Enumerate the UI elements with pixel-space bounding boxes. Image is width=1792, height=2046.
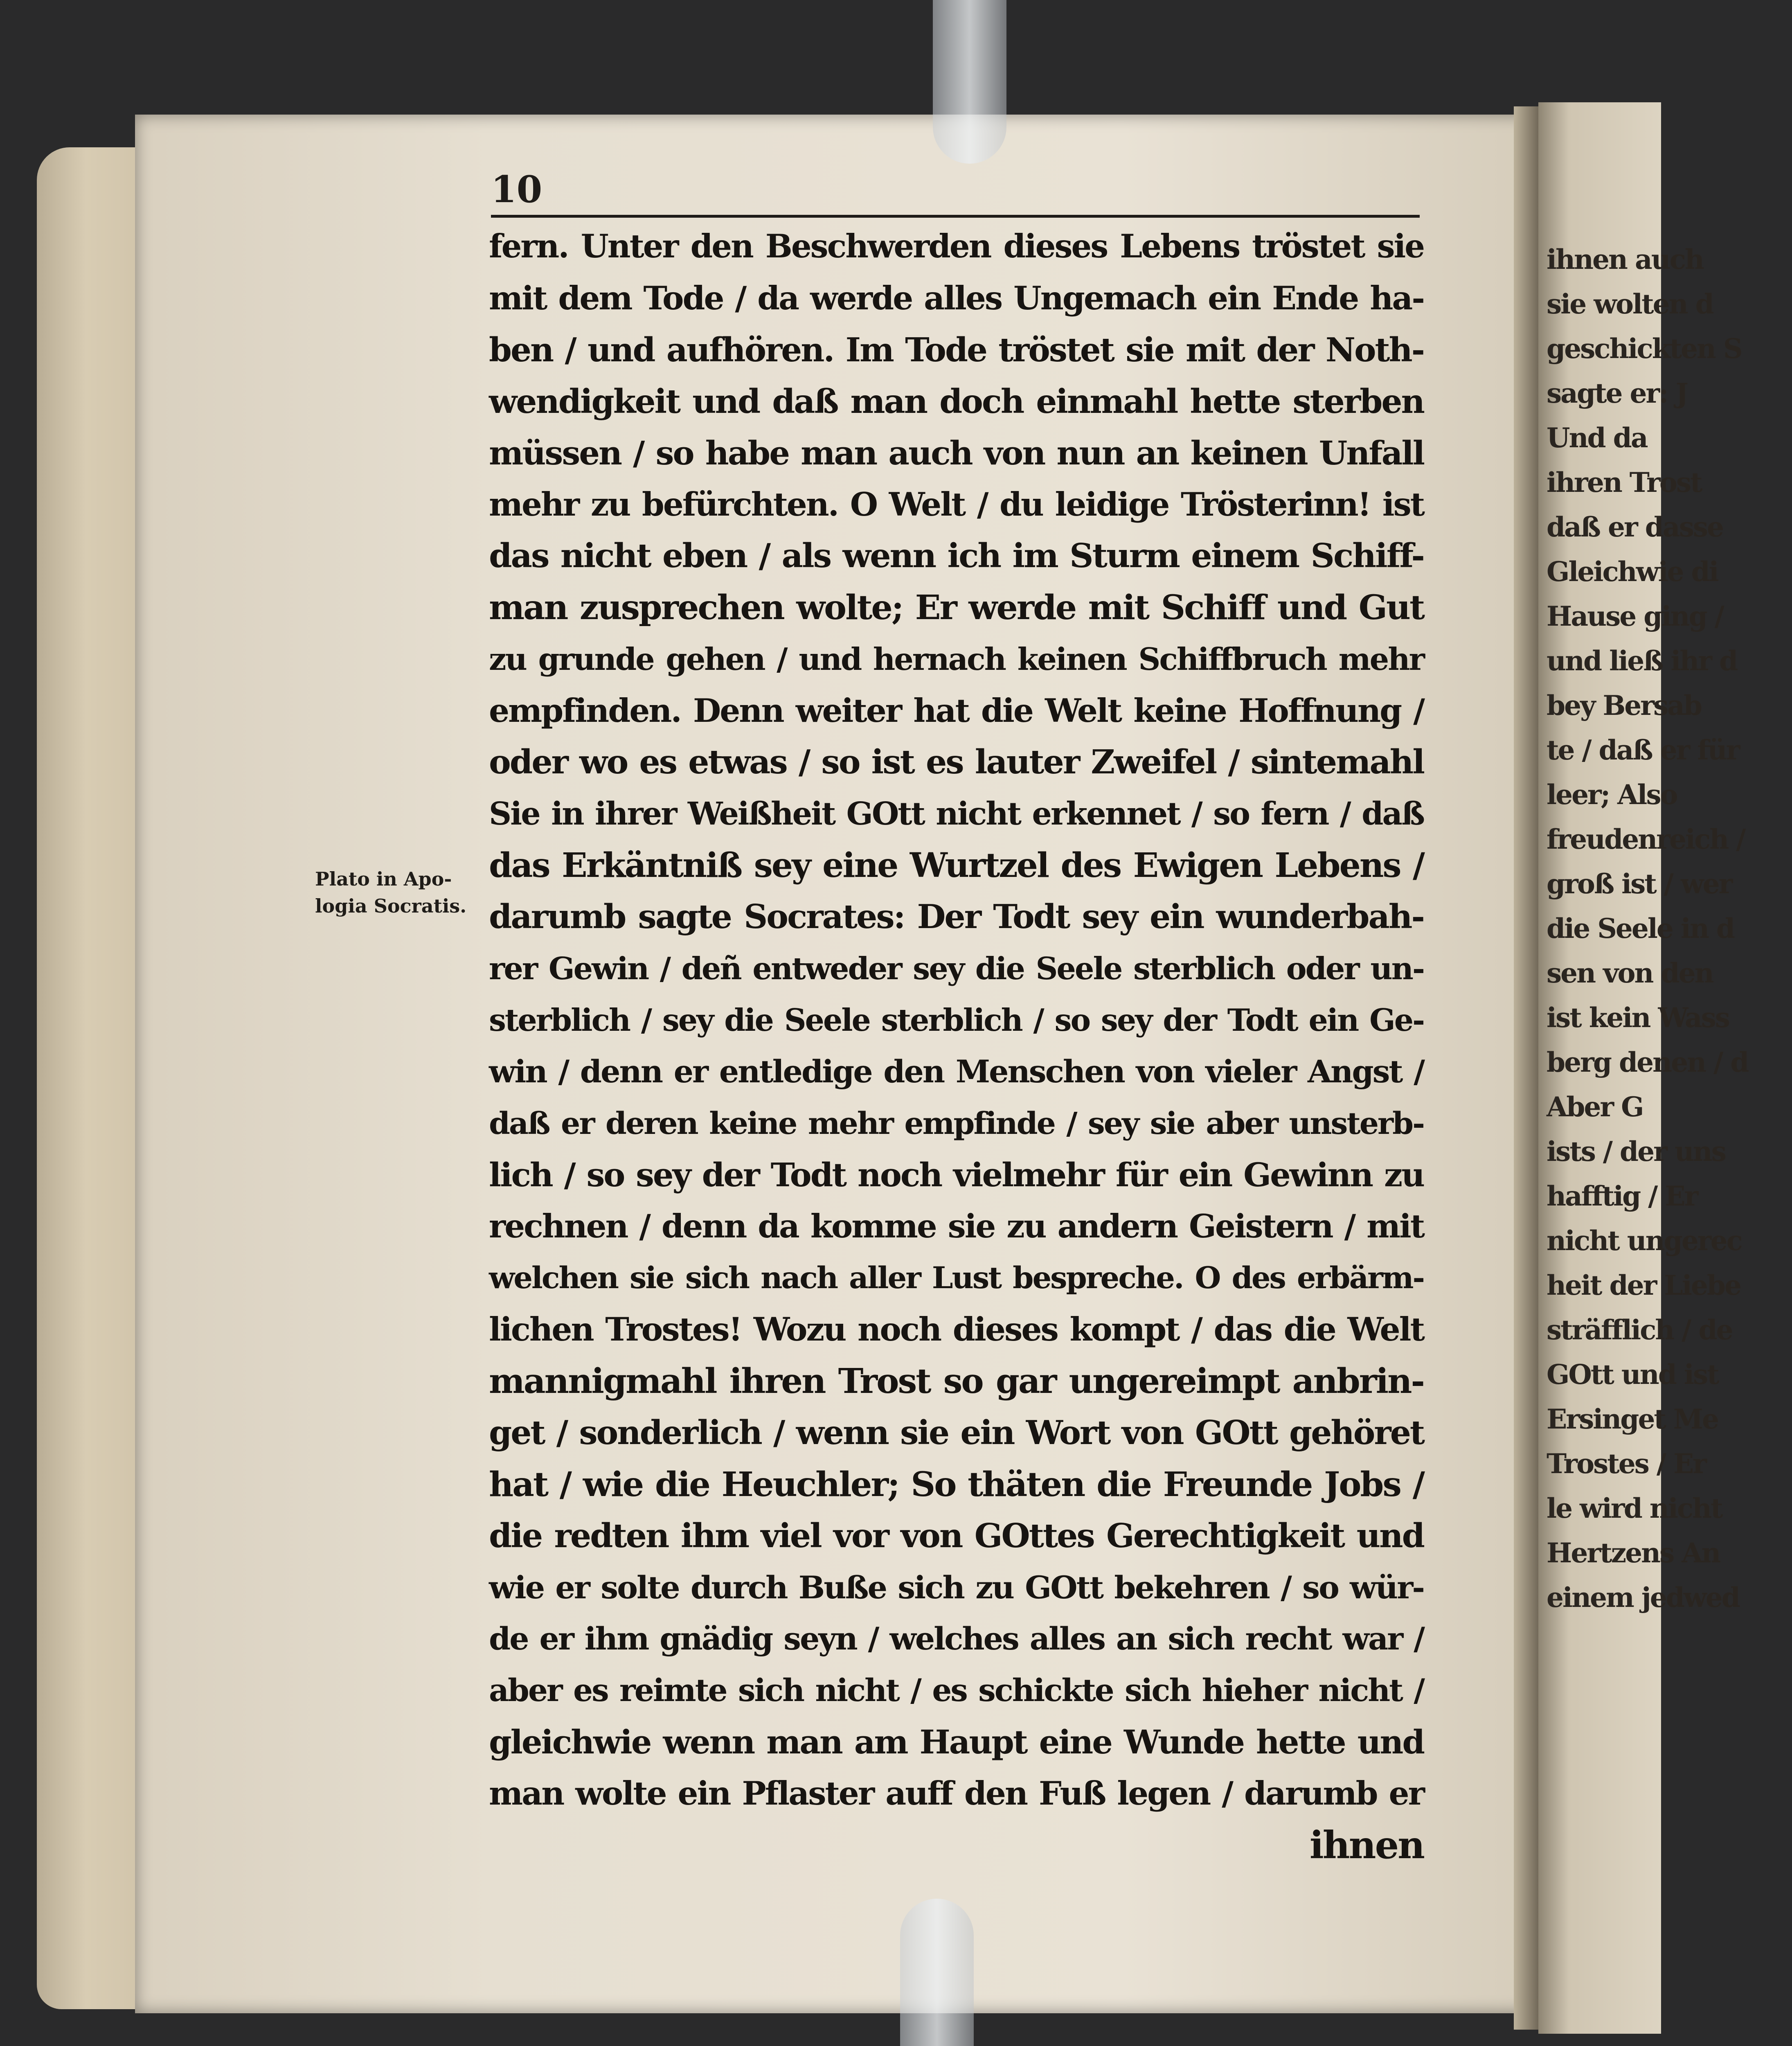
facing-page-line: berg denen / d: [1547, 1046, 1748, 1078]
facing-page-line: und ließ ihr d: [1547, 645, 1737, 677]
text-line: rechnen / denn da komme sie zu andern Geistern / mit: [489, 1208, 1424, 1245]
facing-page-line: hafftig / Er: [1547, 1180, 1697, 1212]
text-line: man zusprechen wolte; Er werde mit Schiff und Gut: [489, 588, 1424, 627]
text-line: die redten ihm viel vor von GOttes Gerechtigkeit und: [489, 1516, 1424, 1555]
facing-page-line: ists / der uns: [1547, 1136, 1725, 1167]
text-line: rer Gewin / deñ entweder sey die Seele sterblich oder un-: [489, 951, 1424, 987]
facing-page-line: heit der Liebe: [1547, 1269, 1741, 1301]
text-line: müssen / so habe man auch von nun an keinen Unfall: [489, 434, 1424, 472]
facing-page-line: freudenreich /: [1547, 823, 1745, 855]
facing-page-text: [1547, 237, 1792, 1620]
facing-page-line: Gleichwie di: [1547, 556, 1718, 588]
text-line: das Erkäntniß sey eine Wurtzel des Ewigen Lebens /: [489, 846, 1424, 885]
text-line: mannigmahl ihren Trost so gar ungereimpt anbrin-: [489, 1361, 1424, 1401]
bottom-book-clip: [900, 1899, 974, 2046]
text-line: empfinden. Denn weiter hat die Welt keine Hoffnung /: [489, 692, 1424, 730]
top-book-clip: [933, 0, 1006, 164]
text-line: get / sonderlich / wenn sie ein Wort von GOtt gehöret: [489, 1413, 1424, 1452]
text-line: lichen Trostes! Wozu noch dieses kompt / das die Welt: [489, 1310, 1424, 1348]
text-line: darumb sagte Socrates: Der Todt sey ein wunderbah-: [489, 897, 1424, 936]
marginal-note-line: logia Socratis.: [315, 895, 467, 917]
text-line: fern. Unter den Beschwerden dieses Lebens tröstet sie: [489, 228, 1424, 265]
text-line: das nicht eben / als wenn ich im Sturm einem Schiff-: [489, 536, 1424, 575]
text-line: welchen sie sich nach aller Lust bespreche. O des erbärm-: [489, 1260, 1424, 1296]
facing-page-line: Und da: [1547, 422, 1647, 454]
facing-page-line: bey Bersab: [1547, 690, 1702, 721]
facing-page-line: le wird nicht: [1547, 1492, 1722, 1524]
facing-page: [1538, 102, 1748, 2034]
text-line: hat / wie die Heuchler; So thäten die Freunde Jobs /: [489, 1464, 1424, 1504]
facing-page-line: ihnen auch: [1547, 243, 1703, 275]
facing-page-line: ist kein Wass: [1547, 1002, 1729, 1034]
facing-page-line: daß er dasse: [1547, 511, 1723, 543]
text-line: de er ihm gnädig seyn / welches alles an sich recht war /: [489, 1620, 1424, 1657]
header-rule: [491, 215, 1420, 218]
facing-page-line: GOtt und ist: [1547, 1359, 1718, 1390]
text-line: gleichwie wenn man am Haupt eine Wunde hette und: [489, 1723, 1424, 1761]
text-line: win / denn er entledige den Menschen von vieler Angst /: [489, 1053, 1424, 1090]
text-line: sterblich / sey die Seele sterblich / so sey der Todt ein Ge-: [489, 1002, 1424, 1038]
facing-page-line: einem jedwed: [1547, 1582, 1739, 1613]
text-line: wie er solte durch Buße sich zu GOtt bekehren / so wür-: [489, 1569, 1424, 1606]
facing-page-line: Trostes / Er: [1547, 1448, 1706, 1480]
facing-page-line: Ersinget Me: [1547, 1403, 1718, 1435]
facing-page-line: sagte er: J: [1547, 377, 1687, 409]
marginal-note: [315, 865, 487, 919]
facing-page-line: die Seele in d: [1547, 913, 1734, 944]
facing-page-line: leer; Also: [1547, 779, 1677, 811]
facing-page-line: Hause ging /: [1547, 600, 1723, 632]
text-line: Sie in ihrer Weißheit GOtt nicht erkennet / so fern / daß: [489, 795, 1424, 832]
facing-page-line: ihren Trost: [1547, 466, 1702, 498]
text-line: mit dem Tode / da werde alles Ungemach ein Ende ha-: [489, 279, 1424, 317]
facing-page-line: sträfflich / de: [1547, 1314, 1732, 1346]
marginal-note-line: Plato in Apo-: [315, 868, 452, 890]
text-line: aber es reimte sich nicht / es schickte sich hieher nicht /: [489, 1672, 1424, 1708]
facing-page-line: geschickten S: [1547, 333, 1742, 365]
text-line: daß er deren keine mehr empfinde / sey sie aber unsterb-: [489, 1105, 1424, 1141]
facing-page-line: groß ist / wer: [1547, 868, 1732, 900]
text-line: oder wo es etwas / so ist es lauter Zweifel / sintemahl: [489, 743, 1424, 782]
facing-page-line: sen von den: [1547, 957, 1713, 989]
main-text-block: [489, 221, 1424, 1871]
catchword: ihnen: [1309, 1823, 1424, 1867]
text-line: man wolte ein Pflaster auff den Fuß legen / darumb er: [489, 1774, 1424, 1812]
page-number: 10: [491, 168, 543, 211]
facing-page-line: Aber G: [1547, 1091, 1643, 1123]
text-line: wendigkeit und daß man doch einmahl hette sterben: [489, 382, 1424, 421]
text-line: zu grunde gehen / und hernach keinen Schiffbruch mehr: [489, 641, 1424, 677]
facing-page-line: nicht ungerec: [1547, 1225, 1742, 1257]
facing-page-line: sie wolten d: [1547, 288, 1713, 320]
text-line: lich / so sey der Todt noch vielmehr für ein Gewinn zu: [489, 1156, 1424, 1194]
text-line: ben / und aufhören. Im Tode tröstet sie mit der Noth-: [489, 331, 1424, 369]
text-line: mehr zu befürchten. O Welt / du leidige Trösterinn! ist: [489, 486, 1424, 523]
facing-page-line: Hertzens An: [1547, 1537, 1720, 1569]
facing-page-line: te / daß er für: [1547, 734, 1739, 766]
